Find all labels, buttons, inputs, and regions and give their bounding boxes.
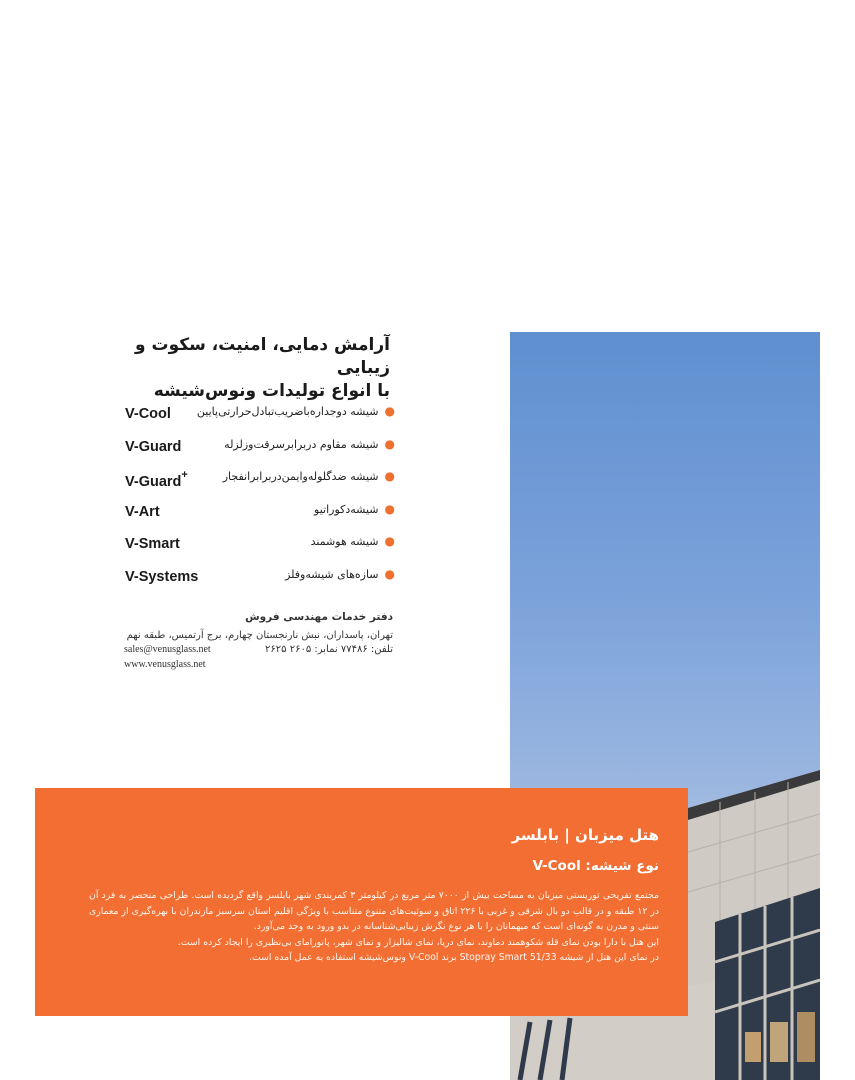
- feature-paragraph-2: این هتل با دارا بودن نمای قله شکوهمند دماوند، نمای دریا، نمای شالیزار و نمای شهر، پانورامای بی‌نظیری را ایجاد کرده است.: [177, 936, 659, 948]
- product-description: ●سازه‌های شیشه‌و‌فلز: [285, 566, 395, 581]
- product-description: ●شیشه هوشمند: [310, 534, 395, 548]
- bullet-icon: ●: [384, 404, 395, 418]
- contact-phone: تلفن: ۷۷۴۸۶ نمابر: ۲۶۰۵ ۲۶۲۵: [265, 644, 393, 655]
- contact-line: [120, 644, 393, 659]
- contact-email[interactable]: sales@venusglass.net: [124, 644, 211, 655]
- feature-title: هتل میزبان | بابلسر: [511, 826, 659, 844]
- contact-title: دفتر خدمات مهندسی فروش: [245, 611, 393, 623]
- lit-window: [770, 1022, 788, 1062]
- product-row-vguard: [120, 431, 395, 464]
- lit-window: [797, 1012, 815, 1062]
- feature-paragraph-1: مجتمع تفریحی توریستی میزبان به مساحت بیش از ۷۰۰۰ متر مربع در کیلومتر ۳ کمربندی شهر بابلسر واقع گردیده است. طراحی منحصر به فرد آن در ۱۲ طبقه و در قالب دو بال شرقی و غربی با ۲۲۶ اتاق و سوئیت‌های متنوع متناسب با ویژگی اقلیم استان سرسبز مازندران با بهره‌گیری از معماری سنتی و مدرن به گونه‌ای است که میهمانان را با هر نوع نگرش زیبایی‌شناسانه در بدو ورود به وجد می‌آورد.: [89, 890, 660, 932]
- bullet-icon: ●: [384, 566, 395, 581]
- product-row-vguard-plus: [120, 463, 395, 496]
- contact-address: تهران، پاسداران، نبش نارنجستان چهارم، برج آرتمیس، طبقه نهم: [126, 630, 393, 641]
- product-brand: V-Smart: [125, 536, 180, 552]
- bullet-icon: ●: [384, 469, 395, 483]
- product-description: ●شیشه مقاوم در‌برابر‌سرقت‌و‌زلزله: [224, 436, 395, 451]
- brand-superscript: +: [181, 469, 188, 481]
- feature-body: [89, 888, 659, 966]
- headline-line-1: آرامش دمایی، امنیت، سکوت و زیبایی: [135, 335, 390, 378]
- feature-glass-type: نوع شیشه: V-Cool: [532, 858, 659, 874]
- feature-paragraph-3: در نمای این هتل از شیشه 51/33 Stopray Smart برند V-Cool ونوس‌شیشه استفاده به عمل آمده است.: [249, 952, 659, 963]
- bullet-icon: ●: [384, 436, 395, 451]
- product-brand: V-Guard+: [125, 469, 188, 490]
- headline: [90, 334, 390, 403]
- product-description: ●شیشه ضدگلوله‌و‌ایمن‌در‌برابر‌انفجار: [222, 469, 395, 483]
- product-row-vsmart: [120, 528, 395, 561]
- contact-block: [120, 611, 393, 670]
- product-row-vsystems: [120, 561, 395, 594]
- product-description: ●شیشه دوجداره‌با‌ضریب‌تبادل‌حرارتی‌پایین: [196, 404, 395, 418]
- product-brand: V-Art: [125, 503, 160, 520]
- headline-line-2: با انواع تولیدات ونوس‌شیشه: [153, 381, 390, 401]
- product-list: [120, 398, 395, 593]
- product-brand: V-Systems: [125, 568, 199, 585]
- product-description: ●شیشه‌دکوراتیو: [314, 501, 395, 516]
- bullet-icon: ●: [384, 501, 395, 516]
- contact-website[interactable]: www.venusglass.net: [124, 659, 206, 670]
- product-row-vcool: [120, 398, 395, 431]
- bullet-icon: ●: [384, 534, 395, 548]
- feature-panel: [35, 788, 688, 1016]
- product-row-vart: [120, 496, 395, 529]
- product-brand: V-Guard: [125, 438, 182, 455]
- product-brand: V-Cool: [125, 406, 171, 422]
- lit-window: [745, 1032, 761, 1062]
